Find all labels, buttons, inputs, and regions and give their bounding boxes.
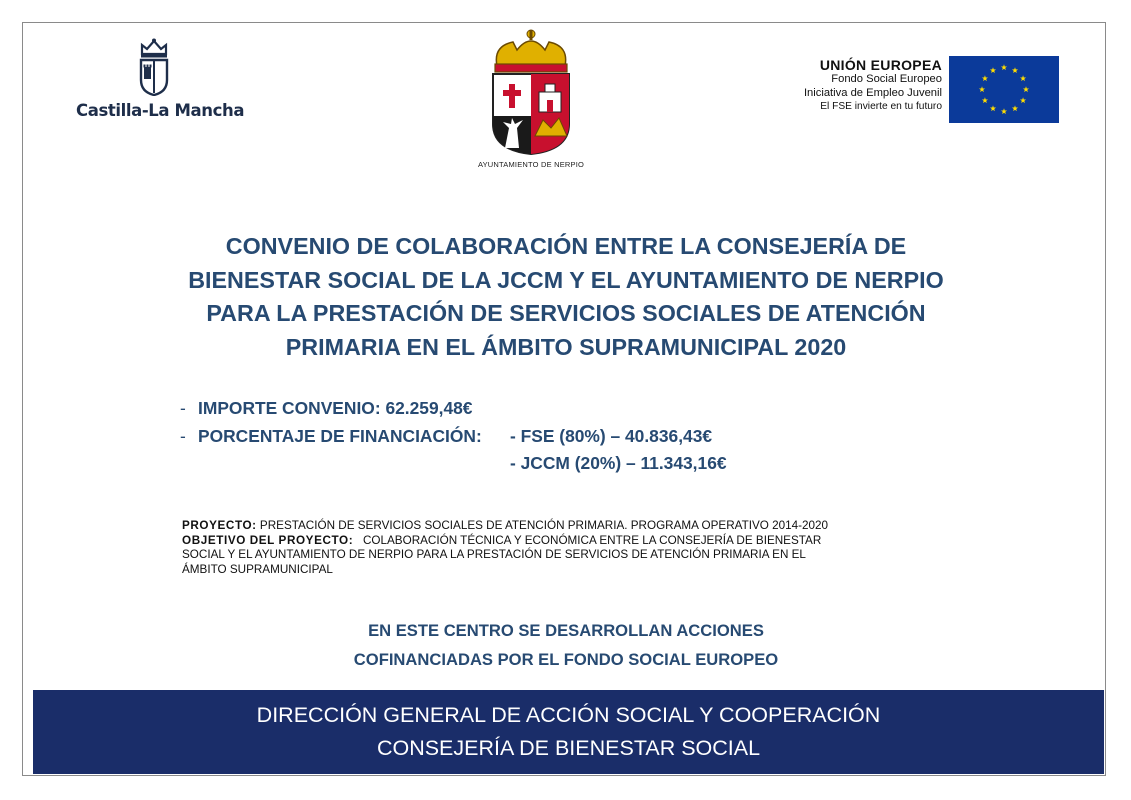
eu-star bbox=[1020, 97, 1026, 103]
eu-title: UNIÓN EUROPEA bbox=[819, 57, 942, 73]
objective-label: OBJETIVO DEL PROYECTO: bbox=[182, 533, 354, 547]
castilla-la-mancha-logo bbox=[76, 38, 245, 120]
porcentaje-label: PORCENTAJE DE FINANCIACIÓN: bbox=[198, 425, 482, 446]
agreement-title bbox=[160, 230, 972, 364]
eu-star bbox=[982, 75, 988, 81]
eu-flag-icon bbox=[949, 56, 1059, 123]
jccm-row bbox=[180, 450, 727, 478]
importe-text: IMPORTE CONVENIO: 62.259,48€ bbox=[198, 398, 473, 418]
porcentaje-row bbox=[180, 423, 713, 451]
castilla-la-mancha-emblem-icon bbox=[137, 38, 171, 96]
action-line: COFINANCIADAS POR EL FONDO SOCIAL EUROPEO bbox=[353, 649, 779, 669]
title-line: PARA LA PRESTACIÓN DE SERVICIOS SOCIALES DE ATENCIÓN bbox=[206, 300, 926, 326]
eu-line-2: Iniciativa de Empleo Juvenil bbox=[803, 86, 942, 99]
importe-row bbox=[180, 395, 482, 423]
title-line: BIENESTAR SOCIAL DE LA JCCM Y EL AYUNTAMIENTO DE NERPIO bbox=[188, 266, 944, 293]
fse-amount: - FSE (80%) – 40.836,43€ bbox=[510, 425, 713, 446]
eu-line-1: Fondo Social Europeo bbox=[831, 73, 942, 85]
castilla-la-mancha-name: Castilla-La Mancha bbox=[76, 101, 245, 120]
footer-line: CONSEJERÍA DE BIENESTAR SOCIAL bbox=[376, 736, 761, 760]
eu-line-3: El FSE invierte en tu futuro bbox=[820, 101, 942, 112]
title-line: PRIMARIA EN EL ÁMBITO SUPRAMUNICIPAL 2020 bbox=[285, 333, 847, 360]
eu-star bbox=[1012, 105, 1018, 111]
objective-text-2: SOCIAL Y EL AYUNTAMIENTO DE NERPIO PARA LA PRESTACIÓN DE SERVICIOS DE ATENCIÓN PRIMARIA EN EL bbox=[182, 548, 806, 562]
nerpio-coat-of-arms-icon bbox=[483, 28, 579, 156]
project-line bbox=[182, 519, 942, 534]
bullet-dash: - bbox=[180, 425, 186, 446]
objective-line bbox=[182, 534, 942, 549]
eu-star bbox=[1001, 64, 1007, 70]
project-label: PROYECTO: bbox=[182, 519, 257, 532]
jccm-amount: - JCCM (20%) – 11.343,16€ bbox=[510, 453, 727, 473]
footer-banner bbox=[33, 690, 1104, 774]
action-line: EN ESTE CENTRO SE DESARROLLAN ACCIONES bbox=[368, 621, 764, 640]
eu-flag bbox=[949, 56, 1059, 123]
objective-text-3: ÁMBITO SUPRAMUNICIPAL bbox=[182, 562, 333, 576]
eu-star bbox=[990, 67, 996, 73]
eu-text-block bbox=[770, 57, 942, 114]
bullet-dash: - bbox=[180, 398, 186, 418]
nerpio-coat-of-arms bbox=[470, 28, 592, 169]
eu-star bbox=[1001, 108, 1007, 114]
title-line: CONVENIO DE COLABORACIÓN ENTRE LA CONSEJERÍA DE bbox=[225, 233, 907, 259]
eu-star bbox=[1023, 86, 1029, 92]
eu-star bbox=[1012, 67, 1018, 73]
eu-star bbox=[979, 86, 985, 92]
eu-star bbox=[990, 105, 996, 111]
eu-star bbox=[1020, 75, 1026, 81]
funding-amounts bbox=[180, 395, 727, 478]
project-description bbox=[182, 519, 942, 577]
footer-line: DIRECCIÓN GENERAL DE ACCIÓN SOCIAL Y COOPERACIÓN bbox=[256, 703, 881, 727]
project-text: PRESTACIÓN DE SERVICIOS SOCIALES DE ATENCIÓN PRIMARIA. PROGRAMA OPERATIVO 2014-2020 bbox=[256, 519, 828, 532]
cofinancing-notice bbox=[216, 617, 916, 674]
objective-text-1: COLABORACIÓN TÉCNICA Y ECONÓMICA ENTRE LA CONSEJERÍA DE BIENESTAR bbox=[353, 533, 822, 547]
coat-caption: AYUNTAMIENTO DE NERPIO bbox=[477, 160, 585, 169]
eu-star bbox=[982, 97, 988, 103]
